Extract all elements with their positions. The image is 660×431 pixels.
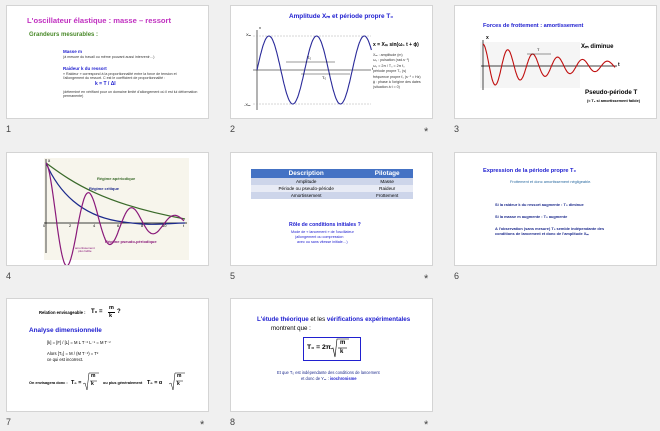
slide-3-pseudo-note: (≈ T₀ si amortissement faible) bbox=[587, 99, 640, 103]
axis-tick-label: 8 bbox=[141, 223, 144, 228]
slide-1-mass-label: Masse m bbox=[63, 49, 83, 54]
slide-7-sqrt-num: m bbox=[91, 373, 96, 379]
slide-2-axis-t: t bbox=[372, 66, 374, 71]
slide-7-sqrt-den: k bbox=[91, 381, 94, 387]
slide-4-regime-aperiodic: Régime apériodique bbox=[97, 176, 136, 181]
slide-6-p1: Si la raideur k du ressort augmente : T₀ diminue bbox=[495, 202, 584, 207]
slide-8-intro-b: et les bbox=[308, 316, 327, 323]
slide-number: 1 bbox=[6, 124, 12, 134]
axis-tick-label: 10 bbox=[162, 223, 167, 228]
slide-number: 8 bbox=[230, 417, 236, 427]
slide-1-mass-desc: (à mesure du travail ou même pouvant aussi intervenir…) bbox=[63, 55, 155, 59]
slide-2-t0-label: T₀ bbox=[307, 55, 312, 60]
slide-2-neg-xm: -Xₘ bbox=[244, 102, 251, 107]
sqrt-symbols bbox=[7, 299, 209, 412]
slide-3-t-label: T bbox=[537, 47, 540, 52]
slide-7-analysis-title: Analyse dimensionnelle bbox=[29, 327, 102, 334]
legend-line: ϕ : phase à l'origine des dates bbox=[373, 80, 421, 84]
slide-2-title: Amplitude Xₘ et période propre T₀ bbox=[289, 13, 394, 20]
slide-6-intro: Frottement et donc amortissement négligeable. bbox=[510, 179, 592, 184]
table-cell: Frottement bbox=[376, 193, 399, 198]
slide-number: 6 bbox=[454, 271, 460, 281]
slide-7-t0-eq2: T₀ = α bbox=[147, 380, 163, 386]
damping-regimes-graph bbox=[7, 153, 209, 266]
slide-1-k-desc4: permanente) bbox=[63, 94, 84, 98]
slide-8-note2 bbox=[301, 377, 357, 382]
slide-1-k-desc1: « Raideur » correspond à la proportionnalité entre la force de tension et bbox=[63, 72, 177, 76]
slide-2-xm: Xₘ bbox=[246, 32, 252, 37]
slide-7-dim3: ce qui est incorrect. bbox=[47, 357, 84, 362]
slide-4-axis-x: x bbox=[48, 158, 51, 163]
slide-3-pseudo: Pseudo-période T bbox=[585, 89, 638, 96]
slide-7-relation-label: Relation envisageable : bbox=[39, 310, 86, 315]
slide-number: 2 bbox=[230, 124, 236, 134]
slide-number: 3 bbox=[454, 124, 460, 134]
slide-transition-star-icon: * bbox=[424, 126, 429, 138]
axis-tick-label: 6 bbox=[117, 223, 120, 228]
slide-8-frac-den: k bbox=[340, 349, 344, 355]
table-cell: Raideur bbox=[379, 186, 396, 191]
slide-5-role-l2: (allongement ou compression bbox=[295, 235, 344, 239]
slide-2-equation: x = Xₘ sin(ω₀ t + ϕ) bbox=[373, 42, 419, 48]
slide-transition-star-icon: * bbox=[424, 419, 429, 431]
table-row bbox=[251, 178, 413, 185]
slide-4-amort-note: amortissement plus faible bbox=[75, 246, 95, 254]
slide-transition-star-icon: * bbox=[200, 419, 205, 431]
slide-1-title: L'oscillateur élastique : masse – ressort bbox=[27, 16, 172, 25]
slide-8-intro-c: vérifications expérimentales bbox=[326, 316, 411, 323]
slide-7-frac-num: m bbox=[109, 305, 114, 311]
slide-3-xm-label: Xₘ diminue bbox=[581, 44, 614, 50]
slide-6-canvas bbox=[454, 152, 657, 266]
slide-7-t0-eq: T₀ = bbox=[71, 380, 82, 386]
slide-8-frac-num: m bbox=[340, 340, 346, 346]
slide-3-axis-x: x bbox=[486, 35, 489, 41]
sqrt-symbol bbox=[231, 299, 433, 412]
slide-4-regime-critical: Régime critique bbox=[89, 186, 120, 191]
slide-8-note3: isochronisme bbox=[329, 376, 357, 381]
slide-6-title: Expression de la période propre T₀ bbox=[483, 168, 576, 174]
table-header-description: Description bbox=[251, 169, 361, 178]
slide-2-axis-x: x bbox=[259, 25, 261, 30]
slide-5-role-l1: Mode de « lancement » de l'oscillateur bbox=[291, 230, 354, 234]
legend-line: Xₘ : amplitude (m) bbox=[373, 53, 403, 57]
table-row bbox=[251, 192, 413, 199]
legend-line: ω₀ = 2π / T₀ = 2π f₀ bbox=[373, 63, 405, 68]
slide-1-k-label: Raideur k du ressort bbox=[63, 66, 107, 71]
slide-number: 7 bbox=[6, 417, 12, 427]
slide-7-envisage: On envisagera donc : bbox=[29, 381, 68, 385]
table-cell: Masse bbox=[380, 179, 394, 184]
slide-2-t0-label-b: T₀ bbox=[322, 75, 327, 80]
legend-line: (situation à t = 0) bbox=[373, 85, 400, 90]
slide-7-dim1: [k] = [F] / [L] = M L T⁻² L⁻¹ = M T⁻² bbox=[47, 340, 111, 345]
legend-line: fréquence propre f₀ (s⁻¹ = Hz) bbox=[373, 74, 421, 79]
table-cell: Amplitude bbox=[295, 179, 317, 184]
slide-1-k-formula: k = T / Δl bbox=[95, 81, 116, 87]
slide-7-relation-lhs: T₀ = bbox=[91, 309, 103, 315]
slide-3-canvas bbox=[454, 5, 657, 119]
slide-4-regime-pseudo: Régime pseudo-périodique bbox=[105, 239, 157, 244]
slide-7-sqrt-den-2: k bbox=[177, 381, 180, 387]
legend-line: période propre T₀ (s) bbox=[373, 69, 407, 74]
slide-7-more-general: ou plus généralement bbox=[103, 381, 143, 385]
slide-8-canvas bbox=[230, 298, 433, 412]
legend-line: ω₀ : pulsation (rad.s⁻¹) bbox=[373, 58, 410, 63]
axis-tick-label: 4 bbox=[93, 223, 96, 228]
table-cell: Période ou pseudo-période bbox=[278, 186, 334, 191]
slide-7-sqrt-num-2: m bbox=[177, 373, 182, 379]
slide-8-formula-lhs: T₀ = 2π bbox=[307, 344, 331, 351]
slide-5-role-title: Rôle de conditions initiales ? bbox=[289, 222, 361, 228]
slide-1-subtitle: Grandeurs mesurables : bbox=[29, 32, 99, 38]
slide-2-canvas bbox=[230, 5, 433, 119]
slide-5-canvas bbox=[230, 152, 433, 266]
axis-tick-label: 0 bbox=[43, 223, 46, 228]
slide-7-dim2: Alors [T₀] = M / (M T⁻²) = T² bbox=[47, 351, 99, 356]
axis-tick-label: 2 bbox=[69, 223, 72, 228]
slide-4-canvas bbox=[6, 152, 209, 266]
slide-7-frac-den: k bbox=[109, 313, 113, 319]
slide-8-note2-text: et donc de Yₘ : bbox=[301, 376, 330, 381]
axis-tick-label: t bbox=[183, 223, 185, 228]
slide-6-p2: Si la masse m augmente : T₀ augmente bbox=[495, 214, 568, 219]
slide-8-note1: Et que T₀ est indépendante des conditions de lancement bbox=[277, 370, 380, 375]
table-row bbox=[251, 185, 413, 192]
slide-transition-star-icon: * bbox=[424, 273, 429, 285]
slide-6-p3b: conditions de lancement et donc de l'amplitude Xₘ bbox=[495, 231, 589, 236]
slide-5-role-l3: avec ou sans vitesse initiale…) bbox=[297, 240, 348, 244]
table-cell: Amortissement bbox=[290, 193, 322, 198]
slide-1-k-desc3: (déterminé en vérifiant pour un domaine limité d'allongement où il est lui déformation bbox=[63, 90, 198, 94]
slide-3-axis-t: t bbox=[618, 62, 620, 68]
slide-1-canvas bbox=[6, 5, 209, 119]
slide-6-p3a: A l'observation (sans mesure) T₀ semble indépendante des bbox=[495, 226, 605, 231]
slide-5-table bbox=[251, 169, 413, 199]
slide-number: 5 bbox=[230, 271, 236, 281]
slide-8-intro-a: L'étude théorique bbox=[257, 316, 309, 323]
table-header-pilotage: Pilotage bbox=[361, 169, 413, 178]
slide-1-k-desc2: l'allongement du ressort. C est le coefficient de proportionnalité : bbox=[63, 76, 166, 80]
slide-number: 4 bbox=[6, 271, 12, 281]
slide-8-intro-d: montrent que : bbox=[271, 325, 311, 332]
slide-3-title: Forces de frottement : amortissement bbox=[483, 23, 584, 29]
slide-7-canvas: Relation envisageable : T₀ = m k ? Analyse dimensionnelle [k] = [F] / [L] = M L T⁻² L⁻¹ = M T⁻² Alors [T₀] = M / (M T⁻²) = T² ce qui est incorrect. On envisagera donc : T₀ = m k ou plus généralement T₀ = α m k bbox=[6, 298, 209, 412]
